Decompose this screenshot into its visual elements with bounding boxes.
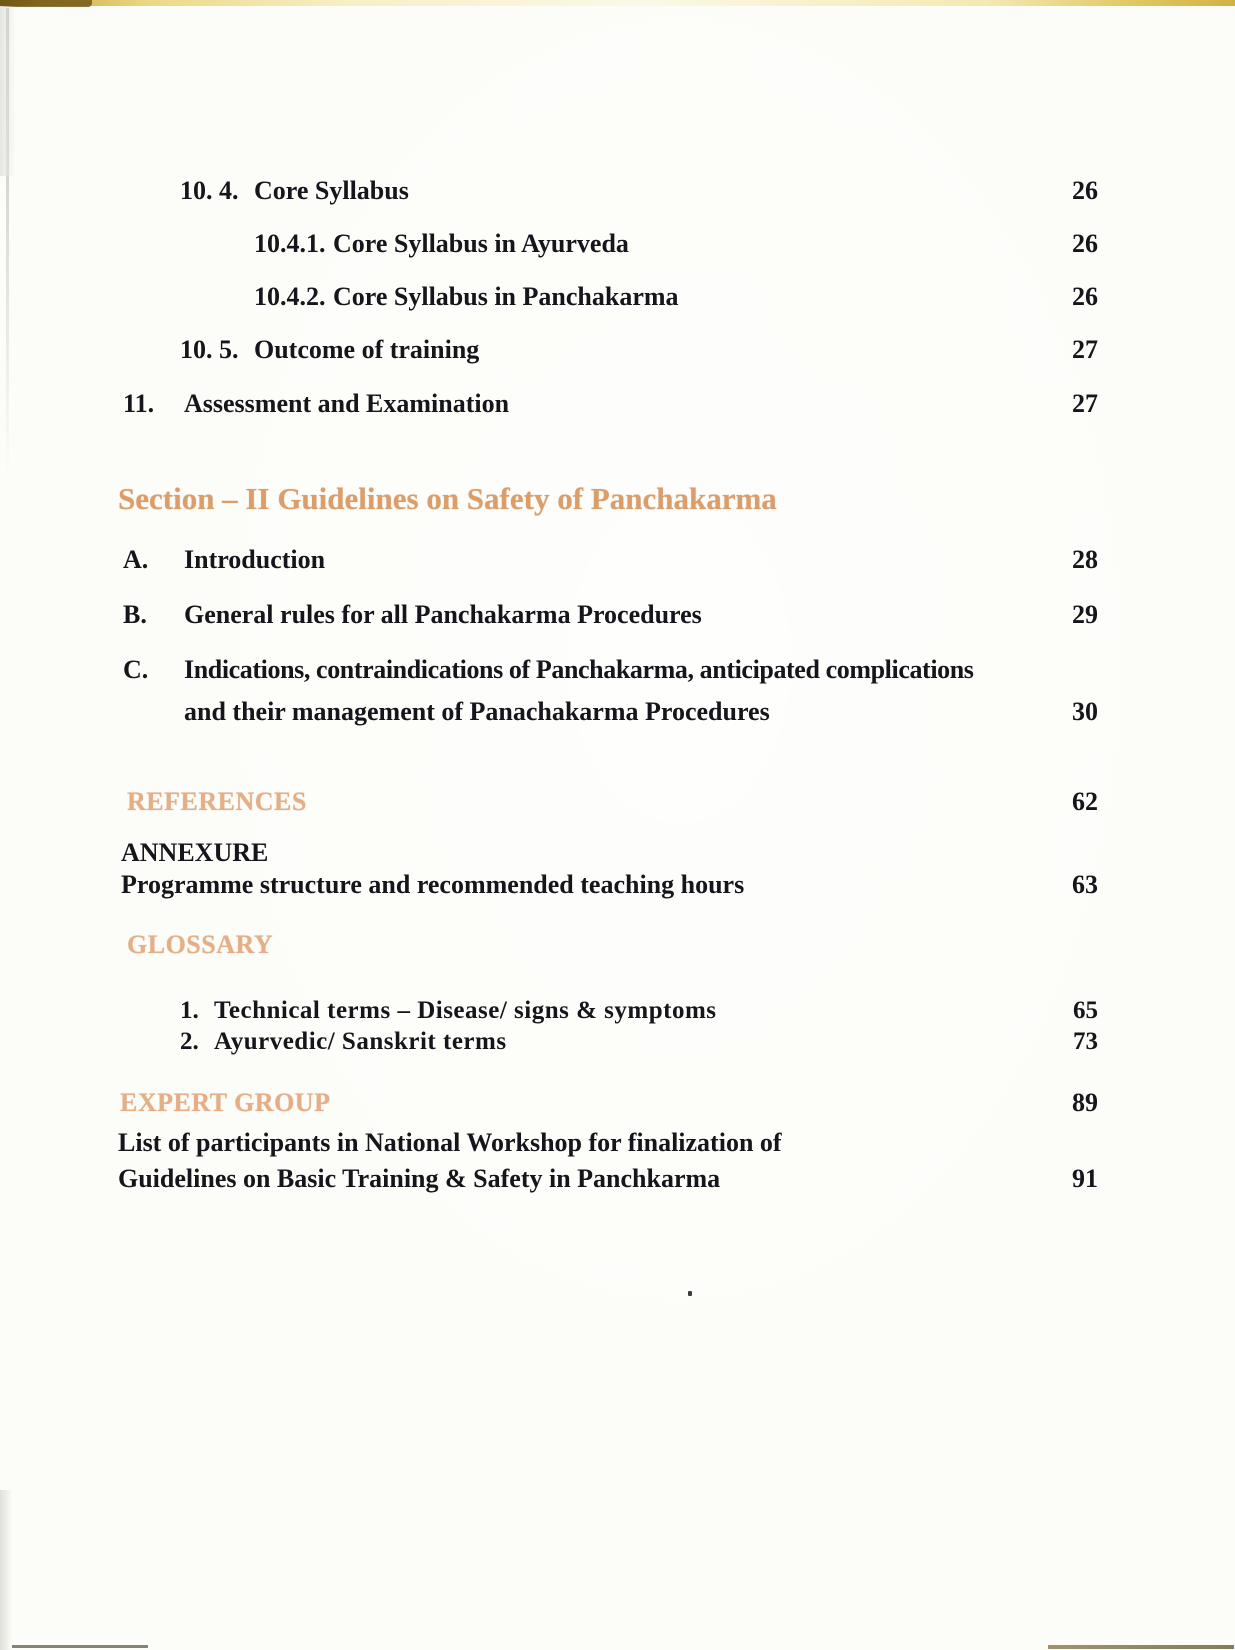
item-number: 1. [180, 997, 199, 1024]
entry-page-number: 26 [1072, 176, 1098, 205]
references-heading: REFERENCES [127, 787, 307, 816]
glossary-item [0, 1027, 1235, 1061]
entry-number: 10. 4. [180, 176, 239, 205]
glossary-entry [0, 930, 1235, 964]
page-edge-bottom-right [1048, 1645, 1234, 1649]
entry-page-number: 27 [1072, 389, 1098, 418]
item-title: Ayurvedic/ Sanskrit terms [214, 1028, 507, 1055]
toc-entry [0, 600, 1235, 634]
entry-title: Assessment and Examination [184, 389, 510, 418]
entry-page-number: 63 [1072, 870, 1098, 899]
entry-number: 10.4.1. [254, 229, 326, 258]
entry-page-number: 65 [1073, 997, 1098, 1024]
entry-letter: A. [123, 545, 149, 574]
toc-entry [0, 176, 1235, 210]
entry-page-number: 89 [1072, 1088, 1098, 1117]
entry-title: General rules for all Panchakarma Procedures [184, 600, 702, 629]
toc-entry [0, 655, 1235, 689]
entry-page-number: 29 [1072, 600, 1098, 629]
entry-page-number: 26 [1072, 282, 1098, 311]
entry-page-number: 30 [1072, 697, 1098, 726]
entry-title: Outcome of training [254, 335, 480, 364]
entry-number: 10. 5. [180, 335, 239, 364]
annexure-subtitle-row [0, 870, 1235, 904]
item-number: 2. [180, 1028, 199, 1055]
entry-page-number: 62 [1072, 787, 1098, 816]
entry-page-number: 73 [1073, 1028, 1098, 1055]
description-text: Guidelines on Basic Training & Safety in Panchkarma [118, 1164, 721, 1193]
entry-letter: C. [123, 655, 149, 684]
description-text: List of participants in National Workshop for finalization of [118, 1128, 782, 1157]
entry-number: 11. [123, 389, 155, 418]
toc-entry-continuation [0, 697, 1235, 731]
glossary-item [0, 996, 1235, 1030]
entry-title: Core Syllabus in Ayurveda [333, 229, 629, 258]
entry-page-number: 28 [1072, 545, 1098, 574]
ink-speck [688, 1291, 692, 1296]
toc-entry [0, 545, 1235, 579]
entry-page-number: 27 [1072, 335, 1098, 364]
entry-title: Core Syllabus [254, 176, 409, 205]
toc-entry [0, 389, 1235, 423]
entry-title: Introduction [184, 545, 326, 574]
annexure-heading: ANNEXURE [121, 838, 269, 867]
toc-entry [0, 229, 1235, 263]
expert-group-heading: EXPERT GROUP [120, 1088, 331, 1117]
entry-page-number: 91 [1072, 1164, 1098, 1193]
toc-entry [0, 282, 1235, 316]
item-title: Technical terms – Disease/ signs & symptoms [214, 997, 717, 1024]
section-2-heading: Section – II Guidelines on Safety of Panchakarma [118, 481, 777, 516]
expert-group-description-line2 [0, 1164, 1235, 1198]
entry-page-number: 26 [1072, 229, 1098, 258]
entry-number: 10.4.2. [254, 282, 326, 311]
toc-entry [0, 335, 1235, 369]
entry-title: Core Syllabus in Panchakarma [333, 282, 679, 311]
entry-title: Indications, contraindications of Panchakarma, anticipated complications [184, 655, 974, 684]
page-edge-top [0, 0, 1235, 6]
entry-title: and their management of Panachakarma Procedures [184, 697, 770, 726]
page-edge-bottom-left [12, 1645, 148, 1648]
entry-letter: B. [123, 600, 147, 629]
annexure-entry [0, 838, 1235, 872]
expert-group-description-line1 [0, 1128, 1235, 1162]
page-edge-left-bottom [0, 1490, 12, 1650]
glossary-heading: GLOSSARY [127, 930, 274, 959]
page-edge-left-band [0, 6, 16, 176]
annexure-subtitle: Programme structure and recommended teaching hours [121, 870, 745, 899]
references-entry [0, 787, 1235, 821]
expert-group-entry [0, 1088, 1235, 1122]
